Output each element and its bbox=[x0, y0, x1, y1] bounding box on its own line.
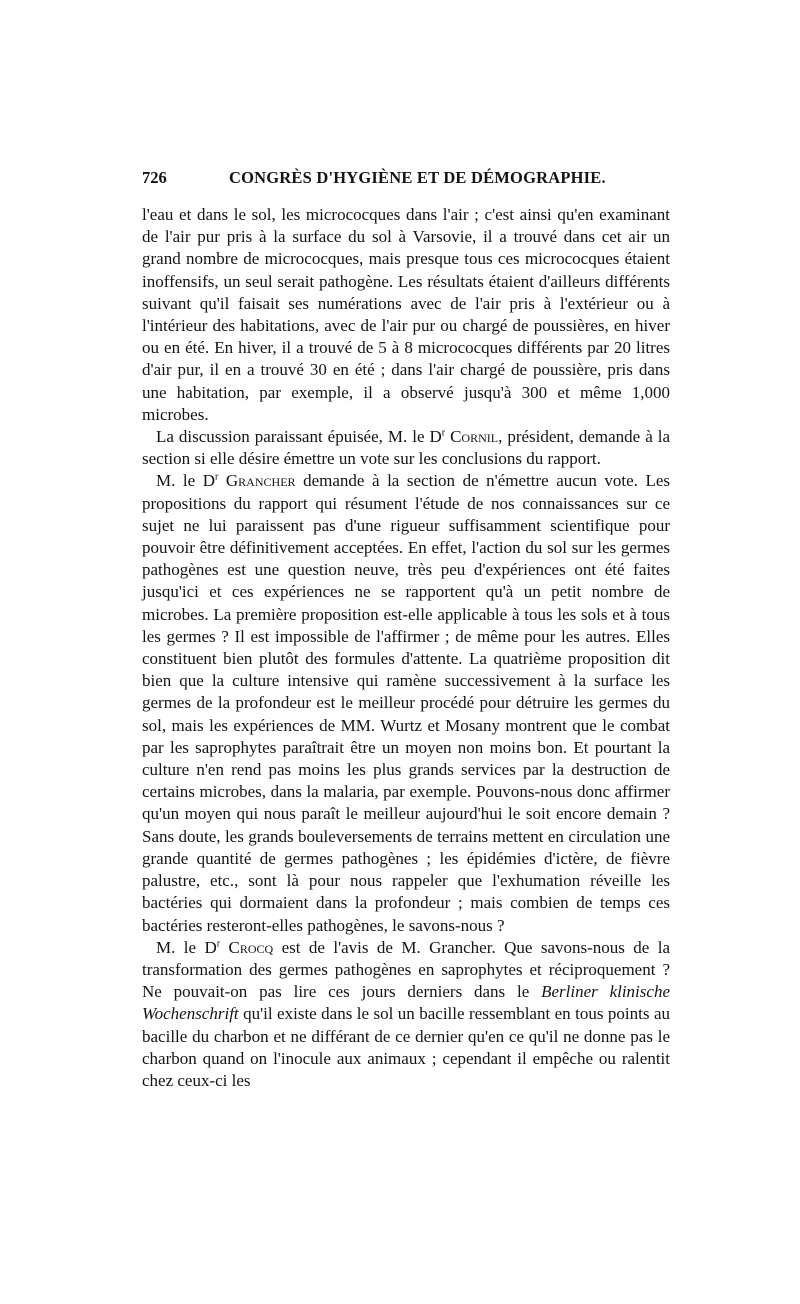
running-head bbox=[142, 168, 670, 192]
paragraph-cornil bbox=[142, 426, 670, 470]
paragraph-text: La discussion paraissant épuisée, M. le D bbox=[156, 427, 442, 447]
paragraph-text: , président, demande à la section si elle désire émettre un vote sur les conclusions du rapport. bbox=[142, 427, 670, 469]
speaker-name: Cornil bbox=[450, 427, 499, 447]
paragraph-text: M. le D bbox=[156, 471, 216, 491]
paragraph-grancher bbox=[142, 470, 670, 936]
title-abbrev-sup: r bbox=[215, 471, 219, 483]
paragraph-text: qu'il existe dans le sol un bacille ressemblant en tous points au bacille du charbon et ne différant de ce dernier qu'en ce qu'il ne donne pas le charbon quand on l'inocule aux animaux ; cependant il empêche ou ralentit chez ceux-ci les bbox=[142, 1004, 670, 1090]
paragraph-text: l'eau et dans le sol, les micrococques dans l'air ; c'est ainsi qu'en examinant de l'air pur pris à la surface du sol à Varsovie, il a trouvé dans cet air un grand nombre de micrococques, mais presque tous ces micrococques étaient inoffensifs, un seul serait pathogène. Les résultats étaient d'ailleurs différents suivant qu'il faisait ses numérations avec de l'air pris à l'extérieur ou à l'intérieur des habitations, avec de l'air pur ou chargé de poussières, en hiver ou en été. En hiver, il a trouvé de 5 à 8 micrococques différents par 20 litres d'air pur, il en a trouvé 30 en été ; dans l'air chargé de poussière, pris dans une habitation, par exemple, il a observé jusqu'à 300 et même 1,000 microbes. bbox=[142, 205, 670, 424]
title-abbrev-sup: r bbox=[441, 427, 446, 439]
paragraph-text: demande à la section de n'émettre aucun vote. Les propositions du rapport qui résument l'étude de nos connaissances sur ce sujet ne lui paraissent pas d'une rigueur suffisamment scientifique pour pouvoir être définitivement acceptées. En effet, l'action du sol sur les germes pathogènes est une question neuve, très peu d'expériences ont été faites jusqu'ici et ces expériences ne se rapportent qu'à un petit nombre de microbes. La première proposition est-elle applicable à tous les sols et à tous les germes ? Il est impossible de l'affirmer ; de même pour les autres. Elles constituent bien plutôt des formules d'attente. La quatrième proposition dit bien que la culture intensive qui ramène successivement à la surface les germes de la profondeur est le meilleur procédé pour détruire les germes du sol, mais les expériences de MM. Wurtz et Mosany montrent que le combat par les saprophytes paraîtrait être un moyen non moins bon. Et pourtant la culture n'en rend pas moins les plus grands services par la destruction de certains microbes, dans la malaria, par exemple. Pouvons-nous donc affirmer qu'un moyen qui nous paraît le meilleur aujourd'hui le soit encore demain ? Sans doute, les grands bouleversements de terrains mettent en circulation une grande quantité de germes pathogènes ; les épidémies d'ictère, de fièvre palustre, etc., sont là pour nous rappeler que l'exhumation réveille les bactéries qui dormaient dans la profondeur ; mais combien de temps ces bactéries resteront-elles pathogènes, le savons-nous ? bbox=[142, 471, 670, 935]
paragraph-continuation bbox=[142, 204, 670, 426]
journal-title: Berliner klinische Wochenschrift bbox=[142, 982, 670, 1024]
book-page bbox=[142, 168, 670, 1092]
paragraph-crocq bbox=[142, 937, 670, 1092]
paragraph-text: est de l'avis de M. Grancher. Que savons-nous de la transformation des germes pathogènes en saprophytes et réciproquement ? Ne pouvait-on pas lire ces jours derniers dans le bbox=[142, 937, 671, 1002]
title-abbrev-sup: r bbox=[216, 938, 221, 950]
speaker-name: Grancher bbox=[225, 471, 296, 491]
page-number: 726 bbox=[142, 168, 167, 187]
speaker-name: Crocq bbox=[228, 937, 274, 957]
body-text bbox=[142, 204, 670, 1092]
running-title: CONGRÈS D'HYGIÈNE ET DE DÉMOGRAPHIE. bbox=[229, 168, 606, 187]
paragraph-text: M. le D bbox=[156, 937, 217, 957]
